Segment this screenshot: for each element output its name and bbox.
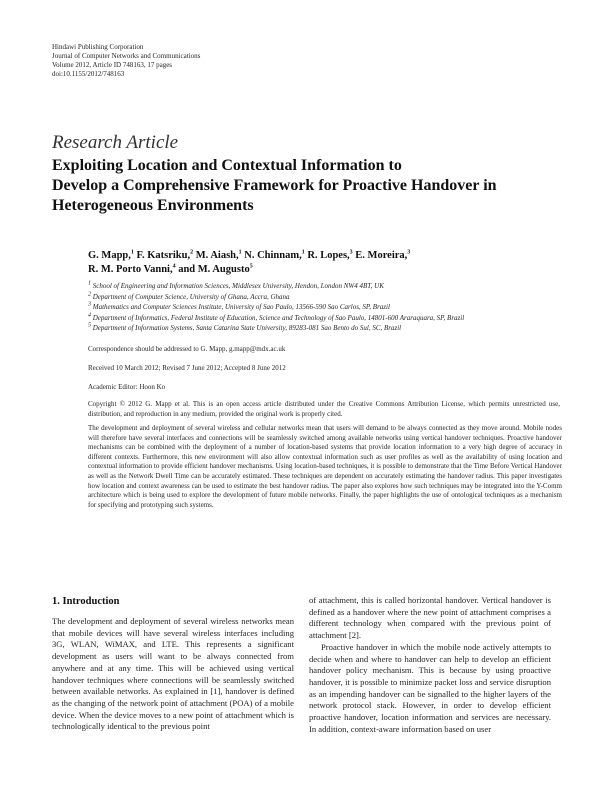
affiliation bbox=[88, 281, 568, 292]
paragraph: Proactive handover in which the mobile node actively attempts to decide when and where to handover can help to develop an efficient handover policy mechanism. This is because by using proactive handover, it is possible to minimize packet loss and service disruption as an impending handover can be signalled to the higher layers of the network protocol stack. However, in order to develop efficient proactive handover, location information and services are necessary. In addition, context-aware information based on user bbox=[309, 641, 551, 734]
affiliation bbox=[88, 313, 568, 324]
author-line-2 bbox=[88, 263, 568, 277]
author-line-1 bbox=[88, 249, 568, 263]
abstract: The development and deployment of several wireless and cellular networks mean that users will demand to be always connected as they move around. Mobile nodes will therefore have several interfaces and connections will be seamlessly switched among available networks using vertical handover techniques. Proactive handover mechanisms can be combined with the deployment of a number of location-based systems that provide location information to a very high degree of accuracy in different contexts. Furthermore, this new environment will also allow contextual information such as user profiles as well as the availability of using location and contextual information to provide efficient handover mechanisms. Using location-based techniques, it is possible to demonstrate that the Time Before Vertical Handover as well as the Network Dwell Time can be accurately estimated. These techniques are dependent on accurately estimating the handover radius. This paper investigates how location and context awareness can be used to estimate the best handover radius. The paper also explores how such techniques may be integrated into the Y-Comm architecture which is being used to explore the development of future mobile networks. Finally, the paper highlights the use of ontological techniques as a mechanism for specifying and prototyping such systems. bbox=[88, 424, 562, 509]
title-line: Heterogeneous Environments bbox=[52, 197, 254, 214]
author: F. Katsriku, bbox=[133, 250, 191, 261]
section-heading: 1. Introduction bbox=[52, 596, 120, 607]
dates: Received 10 March 2012; Revised 7 June 2012; Accepted 8 June 2012 bbox=[88, 364, 286, 372]
author: E. Moreira, bbox=[352, 250, 408, 261]
author: M. Aiash, bbox=[193, 250, 239, 261]
affiliation bbox=[88, 323, 568, 334]
affiliation-text: Department of Computer Science, University of Ghana, Accra, Ghana bbox=[91, 292, 290, 301]
copyright-notice: Copyright © 2012 G. Mapp et al. This is an open access article distributed under the Creative Commons Attribution License, which permits unrestricted use, distribution, and reproduction in any medium, provided the original work is properly cited. bbox=[88, 400, 560, 418]
academic-editor: Academic Editor: Hoon Ko bbox=[88, 383, 166, 391]
paragraph: The development and deployment of several wireless networks mean that mobile devices will have several wireless interfaces including 3G, WLAN, WiMAX, and LTE. This represents a significant development as users will want to be always connected from anywhere and at any time. This will be achieved using vertical handover techniques where connections will be seamlessly switched between available networks. As explained in [1], handover is defined as the changing of the network point of attachment (POA) of a mobile device. When the device moves to a new point of attachment which is technologically identical to the previous point bbox=[52, 616, 294, 732]
article-type: Research Article bbox=[52, 132, 179, 153]
doi[interactable]: doi:10.1155/2012/748163 bbox=[52, 70, 125, 78]
affiliation-text: Mathematics and Computer Sciences Institute, University of Sao Paulo, 13566-590 Sao Carlos, SP, Brazil bbox=[91, 303, 390, 312]
affiliation bbox=[88, 302, 568, 313]
author-list bbox=[88, 249, 568, 277]
author: G. Mapp, bbox=[88, 250, 131, 261]
author-sup: 2 bbox=[190, 249, 194, 256]
publisher: Hindawi Publishing Corporation bbox=[52, 43, 144, 51]
author-sup: 4 bbox=[172, 263, 176, 270]
body-column-right bbox=[309, 595, 551, 735]
affiliation-sup: 4 bbox=[88, 312, 91, 319]
title-line: Exploiting Location and Contextual Information to bbox=[52, 157, 402, 174]
author-sup: 3 bbox=[407, 249, 411, 256]
author: and M. Augusto bbox=[175, 264, 250, 275]
paper-title bbox=[52, 156, 562, 216]
affiliation-sup: 3 bbox=[88, 301, 91, 308]
affiliation-text: Department of Information Systems, Santa Catarina State University, 89283-081 Sao Bento do Sul, SC, Brazil bbox=[91, 324, 402, 333]
author-sup: 3 bbox=[349, 249, 353, 256]
body-column-left bbox=[52, 616, 294, 733]
affiliations bbox=[88, 281, 568, 334]
author: R. Lopes, bbox=[304, 250, 350, 261]
volume-info: Volume 2012, Article ID 748163, 17 pages bbox=[52, 61, 173, 69]
paragraph: of attachment, this is called horizontal handover. Vertical handover is defined as a handover where the new point of attachment comprises a different technology when compared with the previous point of attachment [2]. bbox=[309, 595, 551, 641]
author: R. M. Porto Vanni, bbox=[88, 264, 173, 275]
author: N. Chinnam, bbox=[241, 250, 302, 261]
author-sup: 1 bbox=[301, 249, 305, 256]
journal-header bbox=[52, 43, 200, 79]
author-sup: 1 bbox=[238, 249, 242, 256]
affiliation-sup: 5 bbox=[88, 323, 91, 330]
author-sup: 5 bbox=[249, 263, 253, 270]
correspondence: Correspondence should be addressed to G. Mapp, g.mapp@mdx.ac.uk bbox=[88, 345, 286, 353]
author-sup: 1 bbox=[130, 249, 134, 256]
affiliation-sup: 2 bbox=[88, 291, 91, 298]
affiliation-sup: 1 bbox=[88, 280, 91, 287]
affiliation-text: Department of Informatics, Federal Institute of Education, Science and Technology of Sao Paulo, 14801-600 Araraquara, SP, Brazil bbox=[91, 313, 465, 322]
journal-name: Journal of Computer Networks and Communications bbox=[52, 52, 201, 60]
affiliation bbox=[88, 292, 568, 303]
title-line: Develop a Comprehensive Framework for Proactive Handover in bbox=[52, 177, 497, 194]
affiliation-text: School of Engineering and Information Sciences, Middlesex University, Hendon, London NW4 4BT, UK bbox=[91, 282, 384, 290]
